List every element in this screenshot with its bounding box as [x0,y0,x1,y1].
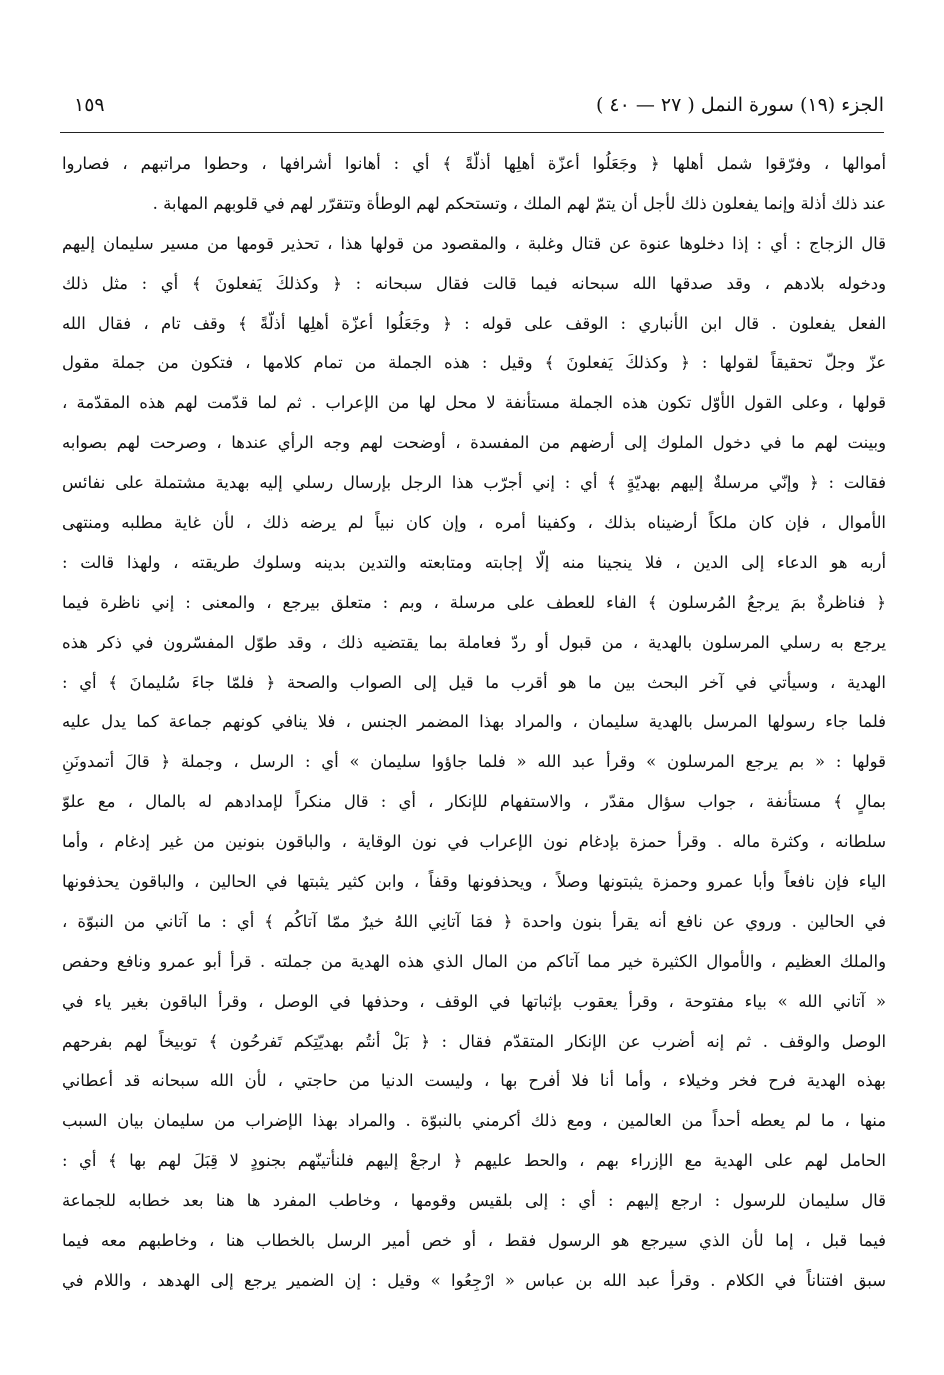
text-line: الهدية ، وسيأتي في آخر البحث بين ما هو أقرب ما قيل إلى الصواب والصحة ﴿ فلمّا جاءَ سُليمانَ ﴾ أي : [62,672,886,692]
text-line: بهذه الهدية فرح فخر وخيلاء ، وأما أنا فلا أفرح بها ، وليست الدنيا من حاجتي ، لأن الله سبحانه قد أعطاني [62,1071,886,1091]
text-line: منها ، ما لم يعطه أحداً من العالمين ، ومع ذلك أكرمني بالنبوّة . والمراد بهذا الإضراب من سليمان بيان السبب [62,1111,886,1131]
text-line: الحامل لهم على الهدية مع الإزراء بهم ، والحط عليهم ﴿ ارجعْ إليهم فلنأتينّهم بجنودٍ لا قِبَلَ لهم بها ﴾ أي : [62,1151,886,1171]
text-line: بمالٍ ﴾ مستأنفة ، جواب سؤال مقدّر ، والاستفهام للإنكار ، أي : قال منكراً لإمدادهم له بالمال ، مع علوّ [62,792,886,812]
text-line: فلما جاء رسولها المرسل بالهدية سليمان ، والمراد بهذا المضمر الجنس ، فلا ينافي كونهم جماعة كما يدل عليه [62,712,886,732]
running-title: الجزء (١٩) سورة النمل ( ٢٧ — ٤٠ ) [595,94,884,116]
text-line: يرجع به رسلي المرسلون بالهدية ، من قبول أو ردّ فعاملة بما يقتضيه ذلك ، وقد طوّل المفسّرون في ذكر هذه [62,632,886,652]
text-line: قولها : « بم يرجع المرسلون » وقرأ عبد الله « فلما جاؤوا سليمان » أي : الرسل ، وجملة ﴿ قالَ أتمدونَنِ [62,752,886,772]
text-line: الأموال ، فإن كان ملكاً أرضيناه بذلك ، وكفينا أمره ، وإن كان نبياً لم يرضه ذلك ، لأن غاية مطلبه ومنتهى [62,513,886,533]
text-line: سلطانه ، وكثرة ماله . وقرأ حمزة بإدغام نون الإعراب في نون الوقاية ، والباقون بنونين من غير إدغام ، وأما [62,832,886,852]
text-line: فقالت : ﴿ وإنّي مرسلةٌ إليهم بهديّةٍ ﴾ أي : إني أجرّب هذا الرجل بإرسال رسلي إليه بهدية مشتملة على نفائس [62,473,886,493]
text-line: ودخوله بلادهم ، وقد صدقها الله سبحانه فيما قالت فقال سبحانه : ﴿ وكذلكَ يَفعلونَ ﴾ أي : مثل ذلك [62,273,886,293]
text-line: وبينت لهم ما في دخول الملوك إلى أرضهم من المفسدة ، أوضحت لهم وجه الرأي عندها ، وصرحت لهم بصوابه [62,433,886,453]
text-line: أربه هو الدعاء إلى الدين ، فلا ينجينا منه إلّا إجابته ومتابعته والتدين بدينه وسلوك طريقته ، ولهذا قالت : [62,552,886,572]
text-line: « آتاني الله » بياء مفتوحة ، وقرأ يعقوب بإثباتها في الوقف ، وحذفها في الوصل ، وقرأ الباقون بغير ياء في [62,991,886,1011]
text-line: عزّ وجلّ تحقيقاً لقولها : ﴿ وكذلكَ يَفعلونَ ﴾ وقيل : هذه الجملة من تمام كلامها ، فتكون من جملة مقول [62,353,886,373]
text-line: قال الزجاج : أي : إذا دخلوها عنوة عن قتال وغلبة ، والمقصود من قولها هذا ، تحذير قومها من مسير سليمان إليهم [62,233,886,253]
text-line: الفعل يفعلون . قال ابن الأنباري : الوقف على قوله : ﴿ وجَعَلُوا أعزّة أهلِها أذلّةً ﴾ وقف تام ، فقال الله [62,313,886,333]
text-line: في الحالين . وروي عن نافع أنه يقرأ بنون واحدة ﴿ فمَا آتانِي اللهُ خيرٌ ممّا آتاكُم ﴾ أي : ما آتاني من النبوّة ، [62,911,886,931]
body-text [62,144,886,1301]
text-line: سبق افتناناً في الكلام . وقرأ عبد الله بن عباس « ارْجِعُوا » وقيل : إن الضمير يرجع إلى الهدهد ، واللام في [62,1270,886,1290]
text-line: ﴿ فناظرةٌ بمَ يرجعُ المُرسلون ﴾ الفاء للعطف على مرسلة ، وبم : متعلق بيرجع ، والمعنى : إني ناظرة فيما [62,592,886,612]
text-line: الوصل والوقف . ثم إنه أضرب عن الإنكار المتقدّم فقال : ﴿ بَلْ أنتُم بهديّتِكم تَفرحُون ﴾ توبيخاً لهم بفرحهم [62,1031,886,1051]
text-line: والملك العظيم ، والأموال الكثيرة خير مما آتاكم من المال الذي هذه الهدية من جملته . قرأ أبو عمرو ونافع وحفص [62,951,886,971]
header-rule [60,132,884,133]
text-line: الياء فإن نافعاً وأبا عمرو وحمزة يثبتونها وصلاً ، ويحذفونها وقفاً ، وابن كثير يثبتها في الحالين ، والباقون يحذفونها [62,872,886,892]
text-line: فيما قبل ، إما لأن الذي سيرجع هو الرسول فقط ، أو خص أمير الرسل بالخطاب هنا ، وخاطبهم معه فيما [62,1231,886,1251]
text-line: أموالها ، وفرّقوا شمل أهلها ﴿ وجَعَلُوا أعزّة أهلِها أذلّةً ﴾ أي : أهانوا أشرافها ، وحطوا مراتبهم ، فصاروا [62,154,886,173]
text-line: قال سليمان للرسول : ارجع إليهم : أي : إلى بلقيس وقومها ، وخاطب المفرد ها هنا بعد خطابه للجماعة [62,1191,886,1211]
text-line: قولها ، وعلى القول الأوّل تكون هذه الجملة مستأنفة لا محل لها من الإعراب . ثم لما قدّمت لهم هذه المقدّمة ، [62,393,886,413]
text-line: عند ذلك أذلة وإنما يفعلون ذلك لأجل أن يتمّ لهم الملك ، وتستحكم لهم الوطأة وتتقرّر لهم في قلوبهم المهابة . [152,193,886,213]
page-number: ١٥٩ [74,94,105,116]
page-header [60,90,884,130]
